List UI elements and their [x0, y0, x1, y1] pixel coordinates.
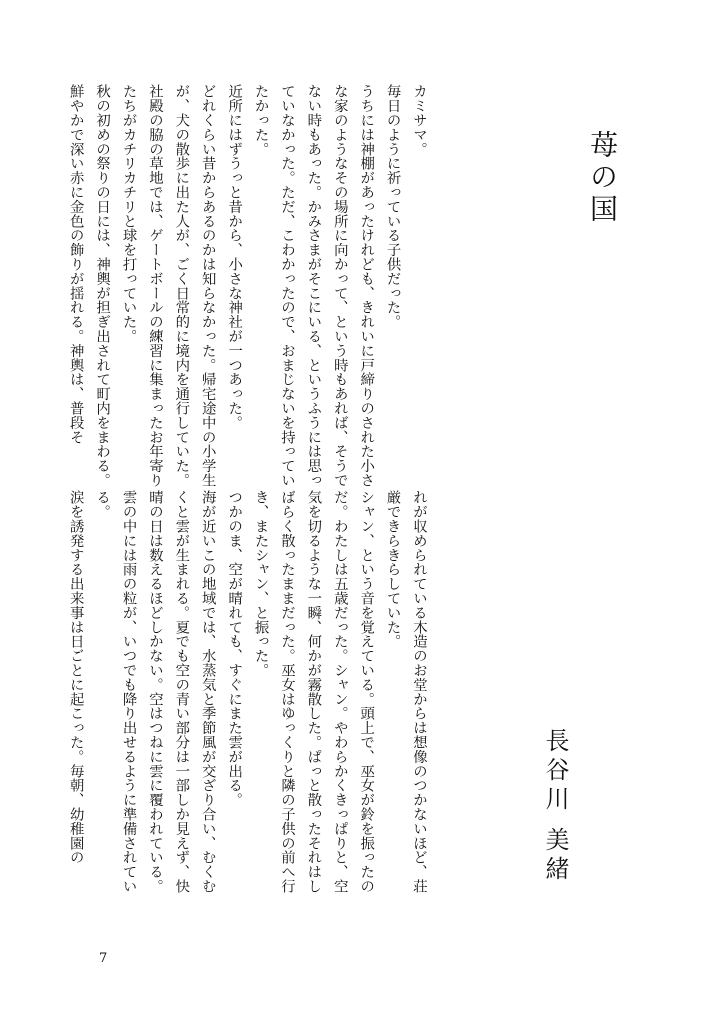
story-title: 苺の国: [586, 130, 619, 226]
paragraph: 海が近いこの地域では、水蒸気と季節風が交ざり合い、むくむくと雲が生まれる。夏でも空の青い部分は一部しか見えず、快晴の日は数えるほどしかない。空はつねに雲に覆われている。雲の中には雨の粒が、いつでも降り出せるように準備されている。: [94, 490, 216, 894]
page-number: 7: [99, 951, 108, 966]
lower-text-block: [67, 490, 432, 895]
paragraph: シャン、という音を覚えている。頭上で、巫女が鈴を振ったのだ。わたしは五歳だった。シャン。やわらかくきっぱりと、空気を切るような一瞬、何かが霧散した。ぱっと散ったそれはしばらく散ったままだった。巫女はゆっくりと隣の子供の前へ行き、またシャン、と振った。: [252, 490, 375, 894]
author-family-name: 長谷川: [541, 728, 569, 815]
paragraph: カミサマ。: [411, 84, 427, 156]
upper-text-block: [67, 84, 432, 489]
author-given-name: 美緒: [541, 827, 569, 885]
paragraph: れが収められている木造のお堂からは想像のつかないほど、荘厳できらきらしていた。: [384, 490, 427, 894]
paragraph: どれくらい昔からあるのかは知らなかった。帰宅途中の小学生が、犬の散歩に出た人が、ごく日常的に境内を通行していた。社殿の脇の草地では、ゲートボールの練習に集まったお年寄りたちがカチリカチリと球を打っていた。: [120, 84, 216, 488]
paragraph: つかのま、空が晴れても、すぐにまた雲が出る。: [226, 490, 243, 807]
paragraph: うちには神棚があったけれども、きれいに戸締りのされた小さな家のようなその場所に向かって、という時もあれば、そうでない時もあった。かみさまがそこにいる、というふうには思っていなかった。ただ、こわかったので、おまじないを持っていたかった。: [252, 84, 375, 488]
paragraph: 近所にはずうっと昔から、小さな神社が一つあった。: [226, 84, 243, 430]
paragraph: 秋の初めの祭りの日には、神輿が担ぎ出されて町内をまわる。鮮やかで深い赤に金色の飾りが揺れる。神輿は、普段そ: [67, 84, 111, 488]
paragraph: 涙を誘発する出来事は日ごとに起こった。毎朝、幼稚園の: [67, 490, 84, 865]
paragraph: 毎日のように祈っている子供だった。: [384, 84, 401, 329]
author-name: [538, 728, 573, 885]
